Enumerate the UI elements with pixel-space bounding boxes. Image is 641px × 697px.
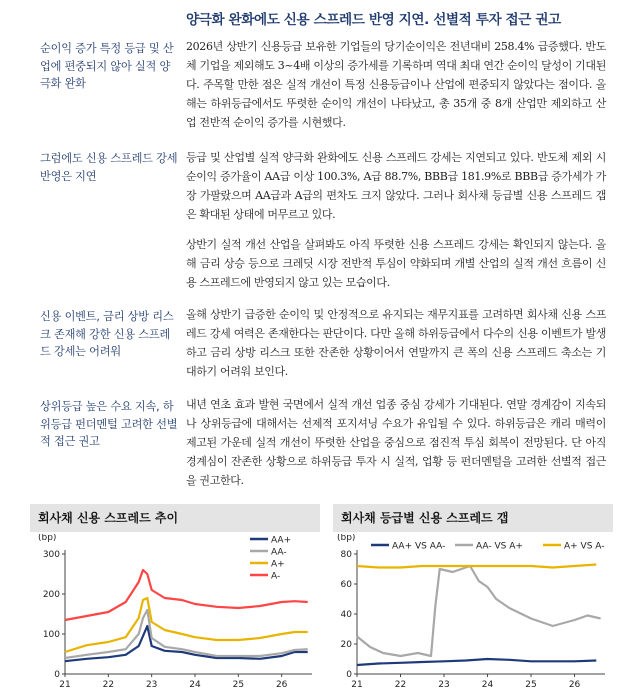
chart-2-legend-label: AA- VS A+ [476,541,523,552]
chart-1-ytick: 300 [42,550,60,560]
chart-1-ytick: 100 [42,630,60,640]
page-title: 양극화 완화에도 신용 스프레드 반영 지연. 선별적 투자 접근 권고 [186,12,561,28]
chart-1-xtick: 24 [189,680,201,690]
section-4-summary: 신용 이벤트, 금리 상방 리스크 존재해 강한 신용 스프레드 강세는 어려워 [40,310,174,359]
spread-gap-chart [333,534,623,697]
chart-1-xtick: 22 [102,680,115,690]
chart-2-legend-label: A+ VS A- [564,541,605,552]
chart-2-xtick: 24 [481,680,494,690]
section-4-body: 올해 상반기 급증한 순이익 및 안정적으로 유지되는 재무지표를 고려하면 회사채 신용 스프레드 강세 여력은 존재한다는 판단이다. 다만 올해 하위등급에서 다수의 신용 이벤트가 발생하고 금리 상방 리스크 또한 잔존한 상황이어서 연말까지 큰 폭의 신용 스프레드 축소는 기대하기 어려워 보인다. [186,308,606,378]
chart-2-series-line [357,566,601,656]
chart-2-xtick: 23 [438,680,450,690]
chart-1-xtick: 23 [145,680,158,690]
spread-trend-chart [30,534,322,697]
chart-2-series-line [357,565,596,568]
chart-2-xtick: 26 [568,680,581,690]
chart-1-legend-label: AA- [271,547,287,558]
section-1-summary: 순이익 증가 특정 등급 및 산업에 편중되지 않아 실적 양극화 완화 [40,42,174,91]
chart-1-title: 회사채 신용 스프레드 추이 [30,504,320,532]
chart-2-ytick: 20 [340,640,352,650]
chart-2-xtick: 22 [394,680,407,690]
section-2-body: 등급 및 산업별 실적 양극화 완화에도 신용 스프레드 강세는 지연되고 있다. 반도체 제외 시 순이익 증가율이 AA급 이상 100.3%, A급 88.7%, BBB급 181.9%로 BBB급 증가세가 가장 가팔랐으며 AA급과 A급의 편차도 크지 않았다. 그러나 회사채 등급별 신용 스프레드 갭은 확대된 상태에 머무르고 있다. [186,151,606,221]
chart-1-xtick: 25 [232,680,245,690]
chart-2-series-line [357,659,596,665]
chart-2-ytick: 40 [340,610,352,620]
chart-2-ytick: 60 [340,580,352,590]
section-5-summary: 상위등급 높은 수요 지속, 하위등급 펀더멘털 고려한 선별적 접근 권고 [40,400,178,449]
chart-1-legend-label: A+ [271,559,285,570]
chart-2-ytick: 0 [346,670,352,680]
chart-2-xtick: 25 [525,680,537,690]
chart-2-ytick: 80 [340,550,352,560]
chart-1-legend-label: A- [271,571,281,582]
section-5-body: 내년 연초 효과 발현 국면에서 실적 개선 업종 중심 강세가 기대된다. 연말 경계감이 지속되나 상위등급에 대해서는 선제적 포지셔닝 수요가 유입될 수 있다. 하위등급은 캐리 매력이 제고된 가운데 실적 개선이 뚜렷한 산업을 중심으로 점진적 투심 회복이 전망된다. 단 아직 경계심이 잔존한 상황으로 하위등급 투자 시 실적, 업황 등 펀더멘털을 고려한 선별적 접근을 권고한다. [186,398,606,487]
chart-1-ytick: 0 [54,670,60,680]
chart-2-xtick: 21 [351,680,363,690]
section-3-body: 상반기 실적 개선 산업을 살펴봐도 아직 뚜렷한 신용 스프레드 강세는 확인되지 않는다. 올해 금리 상승 등으로 크레딧 시장 전반적 투심이 약화되며 개별 산업의 실적 개선 흐름이 신용 스프레드에 반영되지 않고 있는 모습이다. [186,238,606,289]
chart-2-title: 회사채 등급별 신용 스프레드 갭 [333,504,613,532]
chart-2-legend-label: AA+ VS AA- [392,541,446,552]
chart-1-ytick: 200 [42,590,60,600]
chart-1-xtick: 21 [59,680,71,690]
chart-1-series-line [65,598,308,652]
chart-1-legend-label: AA+ [271,535,292,546]
chart-1-ylabel: (bp) [38,534,57,543]
chart-1-xtick: 26 [275,680,288,690]
section-2-summary: 그럼에도 신용 스프레드 강세 반영은 지연 [40,152,178,183]
section-1-body: 2026년 상반기 신용등급 보유한 기업들의 당기순이익은 전년대비 258.4% 급증했다. 반도체 기업을 제외해도 3~4배 이상의 증가세를 기록하며 역대 최대 연간 순이익 달성이 기대된다. 주목할 만한 점은 실적 개선이 특정 신용등급이나 산업에 편중되지 않았다는 점이다. 올해는 하위등급에서도 뚜렷한 순이익 개선이 나타났고, 총 35개 중 8개 산업만 제외하고 산업 전반적 순이익 증가를 시현했다. [186,40,606,129]
chart-2-ylabel: (bp) [337,534,356,543]
